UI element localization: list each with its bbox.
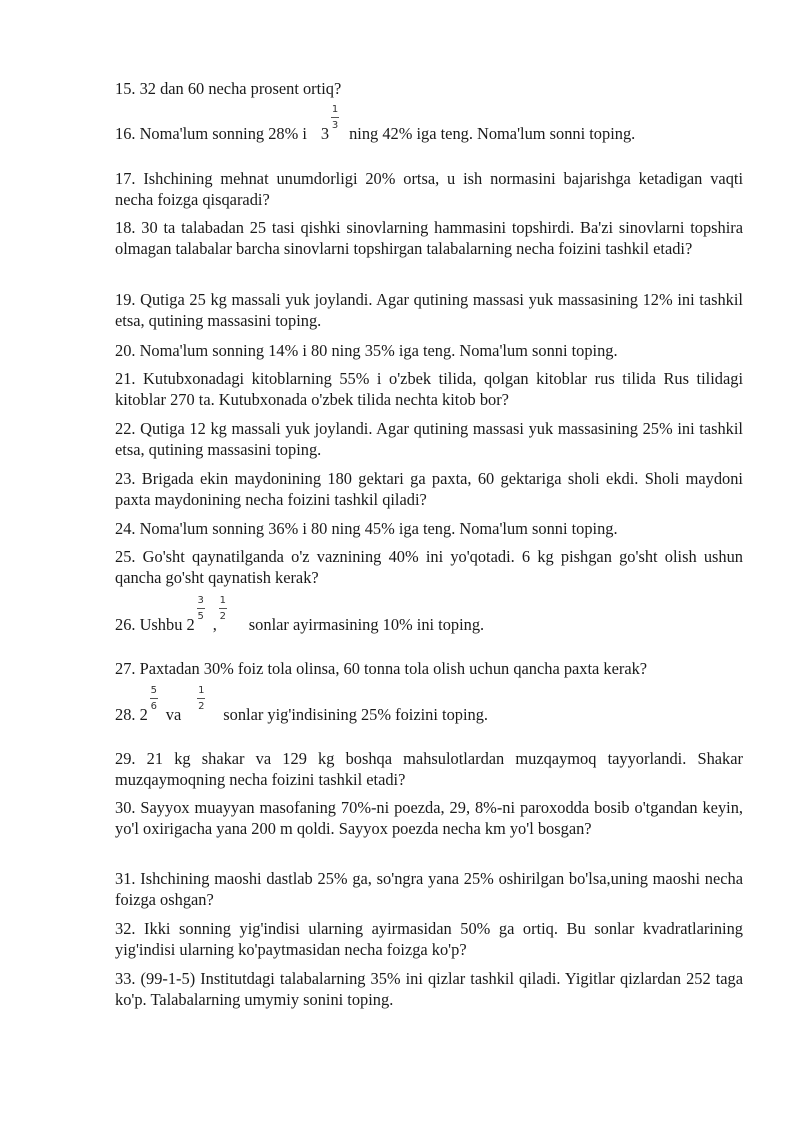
problem-22: 22. Qutiga 12 kg massali yuk joylandi. Agar qutining massasi yuk massasining 25% ini tashkil etsa, qutining massasini toping. [115,419,743,459]
problem-26-text-before: 26. Ushbu 2 [115,615,195,634]
problem-30: 30. Sayyox muayyan masofaning 70%-ni poezda, 29, 8%-ni paroxodda bosib o'tgandan keyin, yo'l oxirigacha yana 200 m qoldi. Sayyox poezda necha km yo'l bosgan? [115,798,743,838]
problem-24: 24. Noma'lum sonning 36% i 80 ning 45% iga teng. Noma'lum sonni toping. [115,519,618,538]
fraction-five-sixths [148,685,160,720]
problem-26 [115,595,743,635]
fraction-numerator: 5 [150,685,157,696]
fraction-numerator: 1 [219,595,226,606]
fraction-one-half [217,595,229,630]
problem-28 [115,685,743,725]
problem-31: 31. Ishchining maoshi dastlab 25% ga, so'ngra yana 25% oshirilgan bo'lsa,uning maoshi necha foizga oshgan? [115,869,743,909]
fraction-one-half [195,685,207,720]
problem-21: 21. Kutubxonadagi kitoblarning 55% i o'zbek tilida, qolgan kitoblar rus tilida Rus tilidagi kitoblar 270 ta. Kutubxonada o'zbek tilida nechta kitob bor? [115,369,743,409]
fraction-one-third [329,104,341,139]
problem-16-text-before: 16. Noma'lum sonning 28% i [115,124,307,143]
fraction-denominator: 5 [197,611,204,622]
fraction-numerator: 3 [197,595,204,606]
problem-32: 32. Ikki sonning yig'indisi ularning ayirmasidan 50% ga ortiq. Bu sonlar kvadratlarining yig'indisi ularning ko'paytmasidan necha foizga ko'p? [115,919,743,959]
problem-25: 25. Go'sht qaynatilganda o'z vaznining 40% ini yo'qotadi. 6 kg pishgan go'sht olish ushun qancha go'sht qaynatish kerak? [115,547,743,587]
problem-28-separator: va [165,705,182,724]
problem-29: 29. 21 kg shakar va 129 kg boshqa mahsulotlardan muzqaymoq tayyorlandi. Shakar muzqaymoqning necha foizini tashkil etadi? [115,749,743,789]
problem-16-whole-number: 3 [320,124,330,143]
problem-20: 20. Noma'lum sonning 14% i 80 ning 35% iga teng. Noma'lum sonni toping. [115,341,618,360]
fraction-three-fifths [195,595,207,630]
problem-16-text-after: ning 42% iga teng. Noma'lum sonni toping. [349,124,636,143]
fraction-denominator: 2 [219,611,226,622]
problem-33: 33. (99-1-5) Institutdagi talabalarning 35% ini qizlar tashkil qiladi. Yigitlar qizlardan 252 taga ko'p. Talabalarning umymiy sonini toping. [115,969,743,1009]
fraction-denominator: 2 [198,701,205,712]
fraction-denominator: 3 [331,120,339,131]
problem-16 [115,104,743,144]
fraction-numerator: 1 [198,685,205,696]
problem-15: 15. 32 dan 60 necha prosent ortiq? [115,79,342,98]
problem-17: 17. Ishchining mehnat unumdorligi 20% ortsa, u ish normasini bajarishga ketadigan vaqti necha foizga qisqaradi? [115,169,743,209]
problem-28-text-after: sonlar yig'indisining 25% foizini toping. [223,705,488,724]
problem-19: 19. Qutiga 25 kg massali yuk joylandi. Agar qutining massasi yuk massasining 12% ini tashkil etsa, qutining massasini toping. [115,290,743,330]
problem-26-separator: , [212,615,217,634]
problem-26-text-after: sonlar ayirmasining 10% ini toping. [248,615,485,634]
problem-28-text-before: 28. 2 [115,705,148,724]
fraction-denominator: 6 [150,701,157,712]
problem-18: 18. 30 ta talabadan 25 tasi qishki sinovlarning hammasini topshirdi. Ba'zi sinovlarni topshira olmagan talabalar barcha sinovlarni topshirgan talabalarning necha foizini tashkil etadi? [115,218,743,258]
problem-23: 23. Brigada ekin maydonining 180 gektari ga paxta, 60 gektariga sholi ekdi. Sholi maydoni paxta maydonining necha foizini tashkil qiladi? [115,469,743,509]
problem-27: 27. Paxtadan 30% foiz tola olinsa, 60 tonna tola olish uchun qancha paxta kerak? [115,659,648,678]
fraction-numerator: 1 [331,104,339,115]
